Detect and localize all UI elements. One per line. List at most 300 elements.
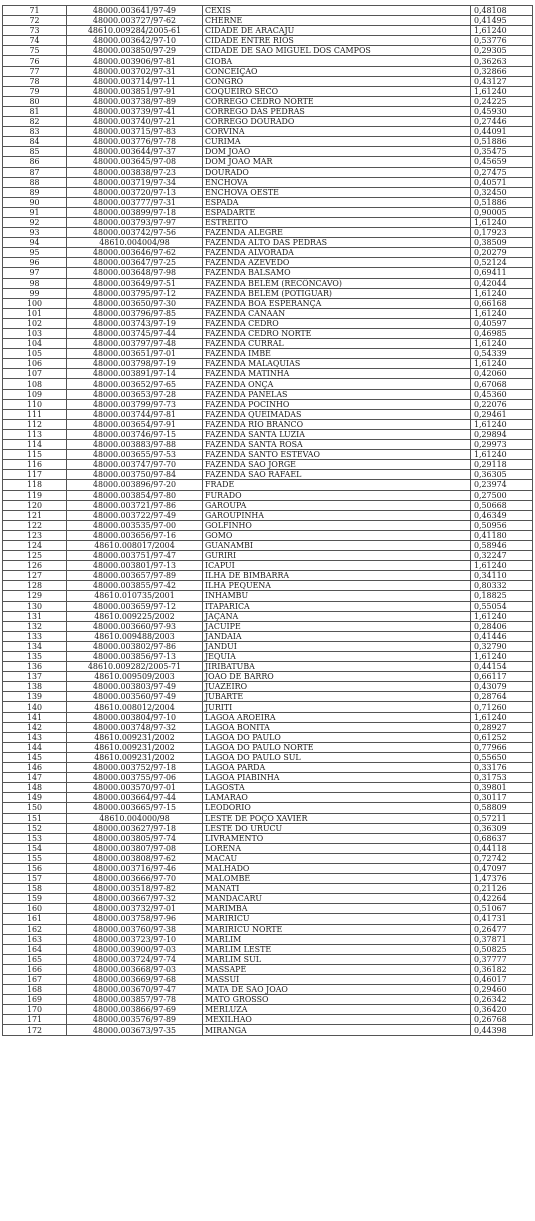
- process-number: 48610.009231/2002: [67, 732, 203, 742]
- table-row: [3, 500, 533, 510]
- process-number: 48000.003802/97-86: [67, 641, 203, 651]
- field-name: ICAPUÍ: [203, 561, 471, 571]
- field-name: MARIRICU NORTE: [203, 924, 471, 934]
- row-number: 93: [3, 228, 67, 238]
- field-value: 0,58809: [471, 803, 533, 813]
- row-number: 147: [3, 773, 67, 783]
- table-row: [3, 187, 533, 197]
- field-name: FRADE: [203, 480, 471, 490]
- field-name: FAZENDA AZEVEDO: [203, 258, 471, 268]
- field-name: MALOMBÊ: [203, 874, 471, 884]
- field-value: 0,26477: [471, 924, 533, 934]
- process-number: 48000.003856/97-13: [67, 652, 203, 662]
- field-name: DOM JOÃO MAR: [203, 157, 471, 167]
- row-number: 132: [3, 621, 67, 631]
- table-row: [3, 248, 533, 258]
- row-number: 144: [3, 742, 67, 752]
- process-number: 48000.003744/97-81: [67, 409, 203, 419]
- field-name: FURADO: [203, 490, 471, 500]
- table-row: [3, 551, 533, 561]
- field-value: 0,41446: [471, 631, 533, 641]
- field-value: 1,61240: [471, 419, 533, 429]
- field-value: 0,29118: [471, 460, 533, 470]
- field-value: 0,34110: [471, 571, 533, 581]
- process-number: 48000.003576/97-89: [67, 1015, 203, 1025]
- process-number: 48000.003666/97-70: [67, 874, 203, 884]
- field-name: ILHA PEQUENA: [203, 581, 471, 591]
- table-row: [3, 823, 533, 833]
- field-name: JOÃO DE BARRO: [203, 672, 471, 682]
- row-number: 168: [3, 985, 67, 995]
- row-number: 136: [3, 662, 67, 672]
- table-row: [3, 652, 533, 662]
- field-value: 0,44398: [471, 1025, 533, 1035]
- field-value: 0,45360: [471, 389, 533, 399]
- row-number: 146: [3, 763, 67, 773]
- table-row: [3, 520, 533, 530]
- table-row: [3, 329, 533, 339]
- process-number: 48000.003738/97-89: [67, 96, 203, 106]
- process-number: 48000.003664/97-44: [67, 793, 203, 803]
- process-number: 48000.003647/97-25: [67, 258, 203, 268]
- field-name: FAZENDA BELÉM (RECÔNCAVO): [203, 278, 471, 288]
- row-number: 83: [3, 127, 67, 137]
- table-row: [3, 137, 533, 147]
- field-value: 0,32790: [471, 641, 533, 651]
- field-name: CIDADE DE SÃO MIGUEL DOS CAMPOS: [203, 46, 471, 56]
- field-name: MARLIM LESTE: [203, 944, 471, 954]
- table-row: [3, 571, 533, 581]
- process-number: 48000.003721/97-86: [67, 500, 203, 510]
- process-number: 48000.003751/97-47: [67, 551, 203, 561]
- table-row: [3, 813, 533, 823]
- table-row: [3, 339, 533, 349]
- field-value: 1,61240: [471, 288, 533, 298]
- field-value: 0,58946: [471, 540, 533, 550]
- table-row: [3, 268, 533, 278]
- field-name: MARLIM: [203, 934, 471, 944]
- field-name: GOLFINHO: [203, 520, 471, 530]
- table-body: [3, 6, 533, 1036]
- table-row: [3, 793, 533, 803]
- field-value: 0,22076: [471, 399, 533, 409]
- table-row: [3, 682, 533, 692]
- field-value: 1,61240: [471, 712, 533, 722]
- row-number: 125: [3, 551, 67, 561]
- field-name: ENCHOVA OESTE: [203, 187, 471, 197]
- field-name: DOM JOÃO: [203, 147, 471, 157]
- fields-table: [2, 5, 533, 1036]
- field-value: 0,80332: [471, 581, 533, 591]
- row-number: 142: [3, 722, 67, 732]
- process-number: 48000.003900/97-03: [67, 944, 203, 954]
- field-value: 0,37777: [471, 954, 533, 964]
- table-row: [3, 147, 533, 157]
- field-name: LAGOA PIABINHA: [203, 773, 471, 783]
- row-number: 160: [3, 904, 67, 914]
- table-row: [3, 601, 533, 611]
- row-number: 161: [3, 914, 67, 924]
- row-number: 118: [3, 480, 67, 490]
- field-name: FAZENDA CURRAL: [203, 339, 471, 349]
- process-number: 48000.003655/97-53: [67, 450, 203, 460]
- field-value: 0,50825: [471, 944, 533, 954]
- table-row: [3, 379, 533, 389]
- row-number: 117: [3, 470, 67, 480]
- table-row: [3, 399, 533, 409]
- field-value: 0,43127: [471, 76, 533, 86]
- process-number: 48000.003776/97-78: [67, 137, 203, 147]
- table-row: [3, 732, 533, 742]
- field-value: 0,29894: [471, 429, 533, 439]
- process-number: 48000.003857/97-78: [67, 995, 203, 1005]
- row-number: 154: [3, 843, 67, 853]
- field-name: JUBARTE: [203, 692, 471, 702]
- row-number: 71: [3, 6, 67, 16]
- field-value: 1,61240: [471, 26, 533, 36]
- row-number: 103: [3, 329, 67, 339]
- field-name: JAÇANÃ: [203, 611, 471, 621]
- table-row: [3, 369, 533, 379]
- process-number: 48000.003883/97-88: [67, 440, 203, 450]
- field-name: MARIMBÁ: [203, 904, 471, 914]
- field-value: 0,69411: [471, 268, 533, 278]
- table-row: [3, 611, 533, 621]
- process-number: 48000.003653/97-28: [67, 389, 203, 399]
- process-number: 48000.003745/97-44: [67, 329, 203, 339]
- process-number: 48610.009231/2002: [67, 742, 203, 752]
- field-value: 0,46985: [471, 329, 533, 339]
- row-number: 123: [3, 530, 67, 540]
- table-row: [3, 490, 533, 500]
- row-number: 113: [3, 429, 67, 439]
- table-row: [3, 258, 533, 268]
- field-name: FAZENDA MALAQUIAS: [203, 359, 471, 369]
- field-name: CONGRO: [203, 76, 471, 86]
- process-number: 48000.003654/97-91: [67, 419, 203, 429]
- field-value: 0,38509: [471, 238, 533, 248]
- process-number: 48000.003518/97-82: [67, 884, 203, 894]
- field-value: 0,51886: [471, 197, 533, 207]
- row-number: 122: [3, 520, 67, 530]
- row-number: 73: [3, 26, 67, 36]
- row-number: 162: [3, 924, 67, 934]
- field-value: 0,36309: [471, 823, 533, 833]
- row-number: 167: [3, 975, 67, 985]
- row-number: 106: [3, 359, 67, 369]
- field-name: MASSUÍ: [203, 975, 471, 985]
- field-name: JIRIBATUBA: [203, 662, 471, 672]
- row-number: 131: [3, 611, 67, 621]
- table-row: [3, 288, 533, 298]
- process-number: 48000.003732/97-01: [67, 904, 203, 914]
- field-name: MALHADO: [203, 863, 471, 873]
- table-row: [3, 1015, 533, 1025]
- field-name: FAZENDA ALTO DAS PEDRAS: [203, 238, 471, 248]
- table-row: [3, 924, 533, 934]
- field-value: 0,40597: [471, 318, 533, 328]
- process-number: 48610.004004/98: [67, 238, 203, 248]
- row-number: 124: [3, 540, 67, 550]
- process-number: 48000.003650/97-30: [67, 298, 203, 308]
- process-number: 48000.003646/97-62: [67, 248, 203, 258]
- row-number: 126: [3, 561, 67, 571]
- process-number: 48000.003851/97-91: [67, 86, 203, 96]
- row-number: 164: [3, 944, 67, 954]
- row-number: 79: [3, 86, 67, 96]
- row-number: 84: [3, 137, 67, 147]
- field-value: 0,36263: [471, 56, 533, 66]
- field-name: MACAU: [203, 853, 471, 863]
- field-value: 0,27446: [471, 117, 533, 127]
- field-name: CIDADE ENTRE RIOS: [203, 36, 471, 46]
- row-number: 112: [3, 419, 67, 429]
- field-name: MANDACARU: [203, 894, 471, 904]
- row-number: 75: [3, 46, 67, 56]
- field-name: ENCHOVA: [203, 177, 471, 187]
- field-name: CÓRREGO DOURADO: [203, 117, 471, 127]
- field-value: 0,41731: [471, 914, 533, 924]
- table-row: [3, 944, 533, 954]
- field-value: 0,32247: [471, 551, 533, 561]
- process-number: 48610.008017/2004: [67, 540, 203, 550]
- field-value: 0,57211: [471, 813, 533, 823]
- field-value: 0,52124: [471, 258, 533, 268]
- row-number: 81: [3, 106, 67, 116]
- process-number: 48000.003746/97-15: [67, 429, 203, 439]
- row-number: 110: [3, 399, 67, 409]
- process-number: 48610.009282/2005-71: [67, 662, 203, 672]
- field-name: FAZENDA SANTO ESTEVÃO: [203, 450, 471, 460]
- field-name: CIOBA: [203, 56, 471, 66]
- process-number: 48000.003570/97-01: [67, 783, 203, 793]
- field-value: 0,28406: [471, 621, 533, 631]
- field-name: FAZENDA BOA ESPERANÇA: [203, 298, 471, 308]
- process-number: 48610.009488/2003: [67, 631, 203, 641]
- process-number: 48000.003716/97-46: [67, 863, 203, 873]
- field-value: 0,48108: [471, 6, 533, 16]
- table-row: [3, 96, 533, 106]
- table-row: [3, 16, 533, 26]
- table-row: [3, 692, 533, 702]
- row-number: 94: [3, 238, 67, 248]
- field-value: 0,42264: [471, 894, 533, 904]
- row-number: 89: [3, 187, 67, 197]
- field-value: 0,66117: [471, 672, 533, 682]
- process-number: 48000.003740/97-21: [67, 117, 203, 127]
- field-name: JUAZEIRO: [203, 682, 471, 692]
- process-number: 48000.003804/97-10: [67, 712, 203, 722]
- row-number: 128: [3, 581, 67, 591]
- row-number: 143: [3, 732, 67, 742]
- field-value: 0,41180: [471, 530, 533, 540]
- row-number: 171: [3, 1015, 67, 1025]
- table-row: [3, 429, 533, 439]
- row-number: 87: [3, 167, 67, 177]
- row-number: 91: [3, 207, 67, 217]
- process-number: 48000.003807/97-08: [67, 843, 203, 853]
- process-number: 48000.003799/97-73: [67, 399, 203, 409]
- field-value: 0,44118: [471, 843, 533, 853]
- field-value: 0,33176: [471, 763, 533, 773]
- field-name: LORENA: [203, 843, 471, 853]
- table-row: [3, 117, 533, 127]
- field-value: 0,26768: [471, 1015, 533, 1025]
- table-row: [3, 46, 533, 56]
- process-number: 48000.003747/97-70: [67, 460, 203, 470]
- field-value: 0,28927: [471, 722, 533, 732]
- field-name: FAZENDA SANTA LUZIA: [203, 429, 471, 439]
- process-number: 48000.003651/97-01: [67, 349, 203, 359]
- field-name: FAZENDA ALVORADA: [203, 248, 471, 258]
- table-row: [3, 672, 533, 682]
- process-number: 48610.004000/98: [67, 813, 203, 823]
- process-number: 48000.003838/97-23: [67, 167, 203, 177]
- field-name: CURIMÃ: [203, 137, 471, 147]
- field-name: GURIRI: [203, 551, 471, 561]
- process-number: 48000.003702/97-31: [67, 66, 203, 76]
- process-number: 48000.003796/97-85: [67, 308, 203, 318]
- field-name: FAZENDA BELÉM (POTIGUAR): [203, 288, 471, 298]
- process-number: 48000.003670/97-47: [67, 985, 203, 995]
- table-row: [3, 318, 533, 328]
- field-name: JACUÍPE: [203, 621, 471, 631]
- process-number: 48000.003748/97-32: [67, 722, 203, 732]
- table-row: [3, 934, 533, 944]
- table-row: [3, 207, 533, 217]
- field-name: ESTREITO: [203, 217, 471, 227]
- row-number: 157: [3, 874, 67, 884]
- field-name: GAROUPA: [203, 500, 471, 510]
- field-name: MATO GROSSO: [203, 995, 471, 1005]
- table-row: [3, 561, 533, 571]
- field-value: 1,61240: [471, 308, 533, 318]
- field-name: DOURADO: [203, 167, 471, 177]
- table-row: [3, 863, 533, 873]
- table-row: [3, 167, 533, 177]
- process-number: 48000.003797/97-48: [67, 339, 203, 349]
- field-value: 0,39801: [471, 783, 533, 793]
- row-number: 163: [3, 934, 67, 944]
- row-number: 121: [3, 510, 67, 520]
- table-row: [3, 510, 533, 520]
- table-row: [3, 712, 533, 722]
- field-name: MEXILHÃO: [203, 1015, 471, 1025]
- table-row: [3, 884, 533, 894]
- row-number: 76: [3, 56, 67, 66]
- table-row: [3, 702, 533, 712]
- process-number: 48000.003801/97-13: [67, 561, 203, 571]
- process-number: 48000.003667/97-32: [67, 894, 203, 904]
- row-number: 129: [3, 591, 67, 601]
- field-name: MARLIM SUL: [203, 954, 471, 964]
- row-number: 74: [3, 36, 67, 46]
- field-name: CEXIS: [203, 6, 471, 16]
- row-number: 119: [3, 490, 67, 500]
- row-number: 88: [3, 177, 67, 187]
- table-row: [3, 722, 533, 732]
- field-value: 0,30117: [471, 793, 533, 803]
- row-number: 127: [3, 571, 67, 581]
- field-value: 0,18825: [471, 591, 533, 601]
- field-name: FAZENDA PANELAS: [203, 389, 471, 399]
- table-row: [3, 238, 533, 248]
- table-row: [3, 106, 533, 116]
- field-name: FAZENDA SÃO JORGE: [203, 460, 471, 470]
- process-number: 48000.003758/97-96: [67, 914, 203, 924]
- field-name: LEODÓRIO: [203, 803, 471, 813]
- field-name: LAGOA DO PAULO: [203, 732, 471, 742]
- process-number: 48000.003899/97-18: [67, 207, 203, 217]
- row-number: 153: [3, 833, 67, 843]
- row-number: 100: [3, 298, 67, 308]
- table-row: [3, 763, 533, 773]
- process-number: 48000.003750/97-84: [67, 470, 203, 480]
- field-value: 0,23974: [471, 480, 533, 490]
- row-number: 145: [3, 752, 67, 762]
- table-row: [3, 26, 533, 36]
- process-number: 48610.009284/2005-61: [67, 26, 203, 36]
- process-number: 48000.003642/97-10: [67, 36, 203, 46]
- field-name: FAZENDA ONÇA: [203, 379, 471, 389]
- field-value: 0,41495: [471, 16, 533, 26]
- row-number: 80: [3, 96, 67, 106]
- row-number: 135: [3, 652, 67, 662]
- table-row: [3, 470, 533, 480]
- field-value: 0,35475: [471, 147, 533, 157]
- field-name: FAZENDA SANTA ROSA: [203, 440, 471, 450]
- row-number: 77: [3, 66, 67, 76]
- field-value: 0,20279: [471, 248, 533, 258]
- row-number: 165: [3, 954, 67, 964]
- process-number: 48000.003743/97-19: [67, 318, 203, 328]
- field-value: 0,55650: [471, 752, 533, 762]
- table-row: [3, 783, 533, 793]
- table-row: [3, 853, 533, 863]
- table-row: [3, 409, 533, 419]
- field-value: 0,36420: [471, 1005, 533, 1015]
- field-name: LAGOA DO PAULO SUL: [203, 752, 471, 762]
- field-name: LAMARÃO: [203, 793, 471, 803]
- field-value: 0,17923: [471, 228, 533, 238]
- table-row: [3, 833, 533, 843]
- table-row: [3, 197, 533, 207]
- process-number: 48000.003656/97-16: [67, 530, 203, 540]
- field-name: LAGOA DO PAULO NORTE: [203, 742, 471, 752]
- table-row: [3, 460, 533, 470]
- field-name: CORVINA: [203, 127, 471, 137]
- process-number: 48000.003866/97-69: [67, 1005, 203, 1015]
- process-number: 48000.003803/97-49: [67, 682, 203, 692]
- field-value: 1,61240: [471, 611, 533, 621]
- table-row: [3, 773, 533, 783]
- field-value: 1,61240: [471, 86, 533, 96]
- field-value: 0,42044: [471, 278, 533, 288]
- row-number: 82: [3, 117, 67, 127]
- field-value: 0,29460: [471, 985, 533, 995]
- process-number: 48000.003805/97-74: [67, 833, 203, 843]
- process-number: 48610.009225/2002: [67, 611, 203, 621]
- process-number: 48000.003793/97-97: [67, 217, 203, 227]
- field-value: 1,61240: [471, 339, 533, 349]
- table-row: [3, 581, 533, 591]
- table-row: [3, 914, 533, 924]
- field-value: 0,66168: [471, 298, 533, 308]
- process-number: 48000.003652/97-65: [67, 379, 203, 389]
- process-number: 48000.003742/97-56: [67, 228, 203, 238]
- row-number: 137: [3, 672, 67, 682]
- table-row: [3, 843, 533, 853]
